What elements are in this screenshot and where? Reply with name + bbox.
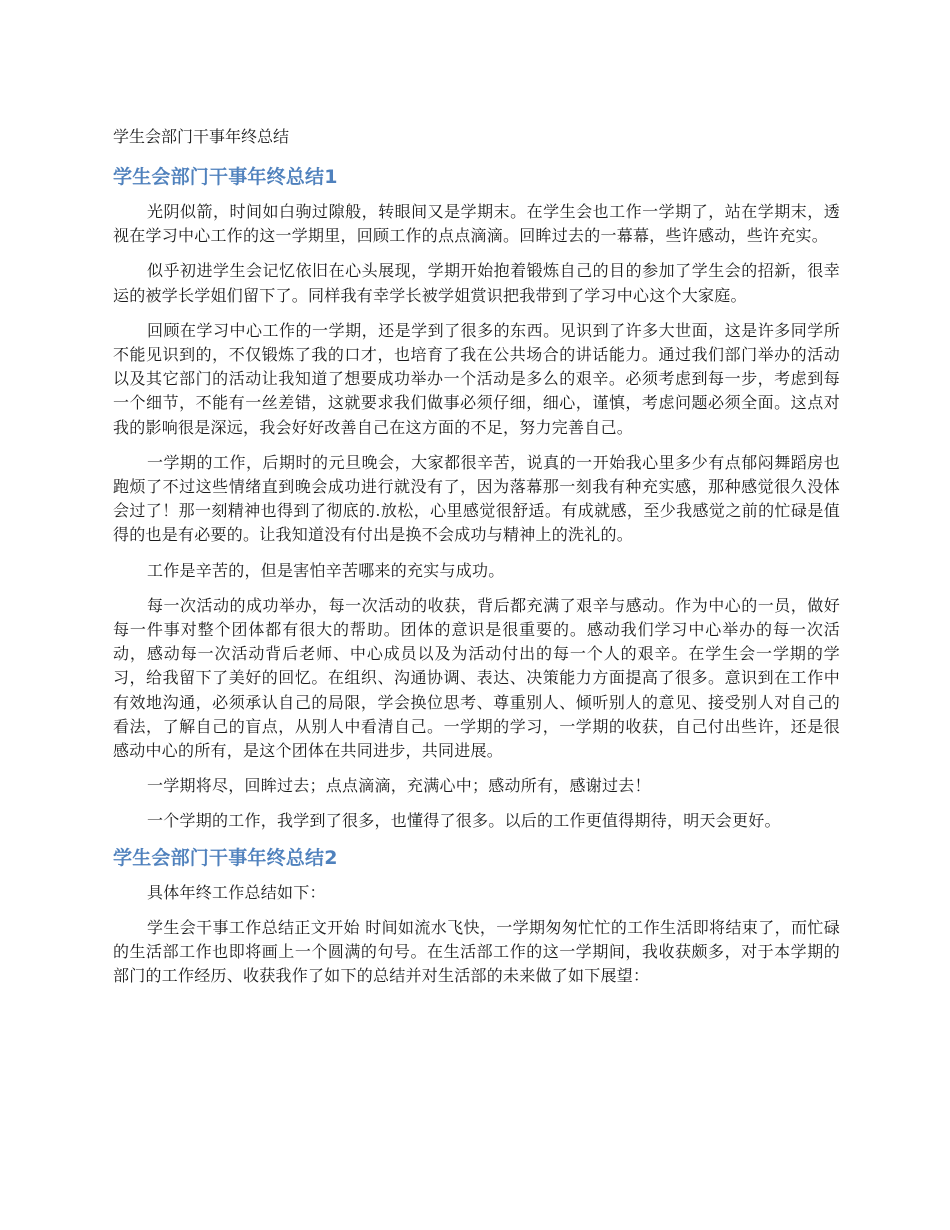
paragraph: 似乎初进学生会记忆依旧在心头展现，学期开始抱着锻炼自己的目的参加了学生会的招新，很幸运的被学长学姐们留下了。同样我有幸学长被学姐赏识把我带到了学习中心这个大家庭。 [113,261,840,305]
section-2 [113,845,840,989]
section-1 [113,164,840,834]
section-heading: 学生会部门干事年终总结1 [113,166,338,188]
paragraph: 一学期将尽，回眸过去；点点滴滴，充满心中；感动所有，感谢过去！ [147,776,651,796]
section-heading: 学生会部门干事年终总结2 [113,846,338,869]
paragraph: 每一次活动的成功举办，每一次活动的收获，背后都充满了艰辛与感动。作为中心的一员，做好每一件事对整个团体都有很大的帮助。团体的意识是很重要的。感动我们学习中心举办的每一次活动，感动每一次活动背后老师、中心成员以及为活动付出的每一个人的艰辛。在学生会一学期的学习，给我留下了美好的回忆。在组织、沟通协调、表达、决策能力方面提高了很多。意识到在工作中有效地沟通，必须承认自己的局限，学会换位思考、尊重别人、倾听别人的意见、接受别人对自己的看法，了解自己的盲点，从别人中看清自己。一学期的学习，一学期的收获，自己付出些许，还是很感动中心的所有，是这个团体在共同进步，共同进展。 [113,595,840,761]
paragraph: 回顾在学习中心工作的一学期，还是学到了很多的东西。见识到了许多大世面，这是许多同学所不能见识到的，不仅锻炼了我的口才，也培育了我在公共场合的讲话能力。通过我们部门举办的活动以及其它部门的活动让我知道了想要成功举办一个活动是多么的艰辛。必须考虑到每一步，考虑到每一个细节，不能有一丝差错，这就要求我们做事必须仔细，细心，谨慎，考虑问题必须全面。这点对我的影响很是深远，我会好好改善自己在这方面的不足，努力完善自己。 [113,320,840,437]
paragraph: 学生会干事工作总结正文开始 时间如流水飞快，一学期匆匆忙忙的工作生活即将结束了，而忙碌的生活部工作也即将画上一个圆满的句号。在生活部工作的这一学期间，我收获颇多，对于本学期的部门的工作经历、收获我作了如下的总结并对生活部的未来做了如下展望： [113,917,840,986]
paragraph: 一个学期的工作，我学到了很多，也懂得了很多。以后的工作更值得期待，明天会更好。 [147,811,781,831]
paragraph: 工作是辛苦的，但是害怕辛苦哪来的充实与成功。 [147,560,505,580]
document-title: 学生会部门干事年终总结 [113,127,290,146]
paragraph: 光阴似箭，时间如白驹过隙般，转眼间又是学期末。在学生会也工作一学期了，站在学期末，透视在学习中心工作的这一学期里，回顾工作的点点滴滴。回眸过去的一幕幕，些许感动，些许充实。 [113,202,840,246]
document-page [113,124,840,999]
paragraph: 一学期的工作，后期时的元旦晚会，大家都很辛苦，说真的一开始我心里多少有点郁闷舞蹈房也跑烦了不过这些情绪直到晚会成功进行就没有了，因为落幕那一刻我有种充实感，那种感觉很久没体会过了！那一刻精神也得到了彻底的.放松，心里感觉很舒适。有成就感，至少我感觉之前的忙碌是值得的也是有必要的。让我知道没有付出是换不会成功与精神上的洗礼的。 [113,452,840,545]
paragraph: 具体年终工作总结如下： [147,882,326,902]
